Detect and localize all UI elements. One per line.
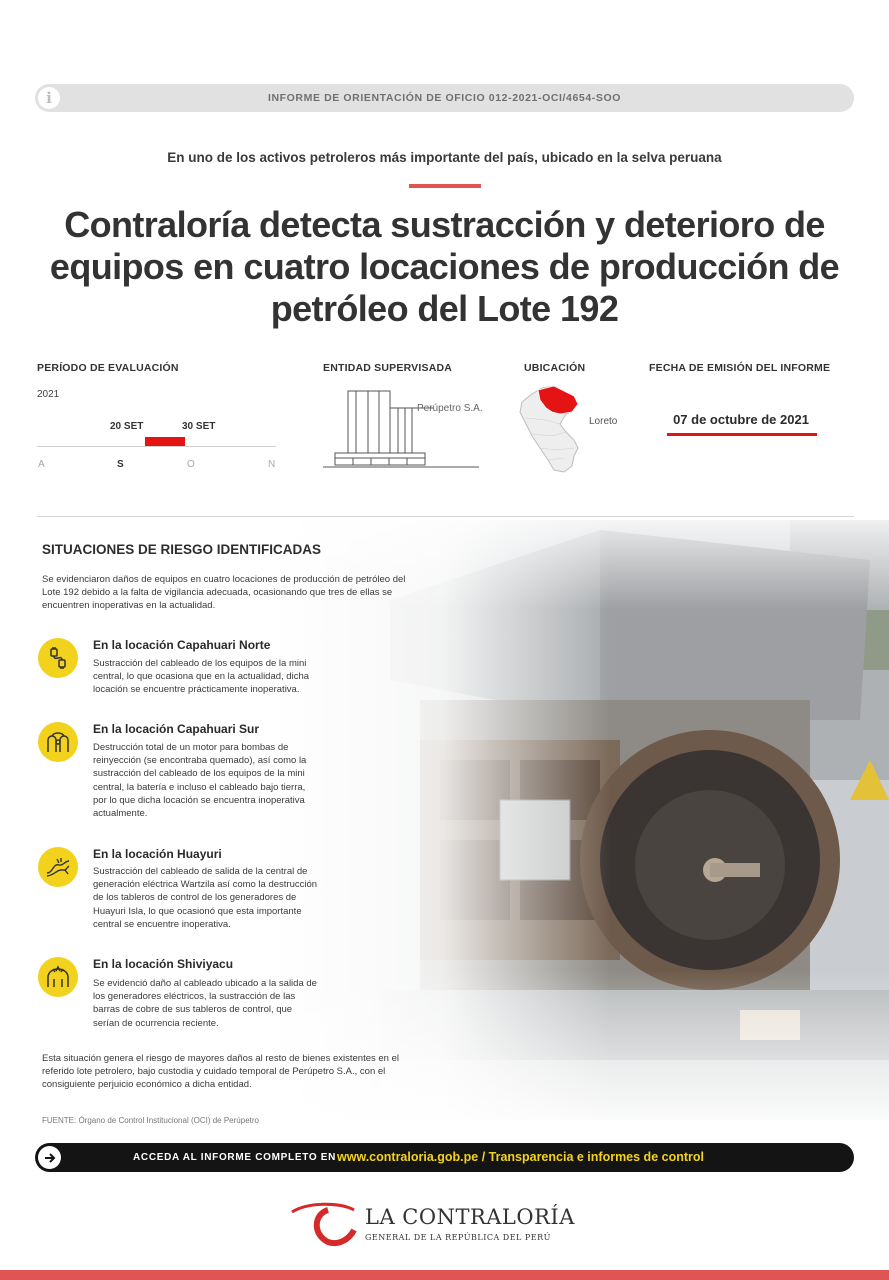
timeline-month: A [38,459,45,470]
entity-label: ENTIDAD SUPERVISADA [323,362,453,374]
report-code: INFORME DE ORIENTACIÓN DE OFICIO 012-2021-OCI/4654-SOO [267,92,622,104]
entity-name: Perúpetro S.A. [417,403,483,414]
closing-statement: Esta situación genera el riesgo de mayores daños al resto de bienes existentes en el referido lote petrolero, bajo custodia y cuidado temporal de Perúpetro S.A., con el consiguiente perjuicio económico a dicha entidad. [42,1053,399,1090]
info-icon: i [38,87,60,109]
timeline-month: N [268,459,276,470]
timeline-period-bar [145,437,185,446]
period-start: 20 SET [110,421,144,432]
risks-title: SITUACIONES DE RIESGO IDENTIFICADAS [42,542,322,557]
issue-date-label: FECHA DE EMISIÓN DEL INFORME [649,362,831,374]
peru-map-icon [516,384,590,476]
evaluation-year: 2021 [37,389,60,400]
period-end: 30 SET [182,421,216,432]
issue-date: 07 de octubre de 2021 [673,412,809,427]
generator-icon [38,957,78,997]
location-title: En la locación Huayuri [93,847,222,861]
location-description: Destrucción total de un motor para bombas de reinyección (se encontraba quemado), así como la sustracción del cableado de los equipos de la mini central, la batería e incluso el cableado bajo tierra, por lo que dicha locación se encuentra inoperativa actualmente. [93,742,307,820]
evaluation-period-label: PERÍODO DE EVALUACIÓN [37,362,179,374]
building-icon [323,383,479,471]
title-divider [409,184,481,188]
risks-intro: Se evidenciaron daños de equipos en cuatro locaciones de producción de petróleo del Lote 192 debido a la falta de vigilancia adecuada, ocasionando que tres de ellas se encuentren inoperativas en la actualidad. [42,574,406,611]
timeline-axis [37,446,276,447]
section-divider [37,516,854,517]
timeline-month: S [117,459,124,470]
arrow-right-icon[interactable] [38,1146,61,1169]
headline: Contraloría detecta sustracción y deterioro de equipos en cuatro locaciones de producción de petróleo del Lote 192 [49,204,840,329]
report-link[interactable]: www.contraloria.gob.pe / Transparencia e informes de control [337,1150,704,1164]
location-description: Sustracción del cableado de los equipos de la mini central, lo que ocasiona que en la actualidad, dicha locación se encuentre prácticamente inoperativa. [93,658,310,696]
location-title: En la locación Shiviyacu [93,957,234,971]
location-title: En la locación Capahuari Sur [93,722,260,736]
location-description: Se evidenció daño al cableado ubicado a la salida de los generadores eléctricos, la sustracción de las barras de cobre de sus tableros de control, que serían de ocurrencia reciente. [93,978,317,1029]
source-note: FUENTE: Órgano de Control Institucional (OCI) de Perúpetro [42,1116,259,1125]
timeline-month: O [187,459,195,470]
cable-icon [38,638,78,678]
bottom-stripe [0,1270,889,1280]
wires-icon [38,847,78,887]
issue-date-underline [667,433,817,436]
location-title: En la locación Capahuari Norte [93,638,271,652]
access-label: ACCEDA AL INFORME COMPLETO EN [133,1152,337,1163]
location-description: Sustracción del cableado de salida de la central de generación eléctrica Wartzila así como la destrucción de los tableros de control de los generadores de Huayuri Isla, lo que ocasionó que esta importante central se encuentre inoperativa. [93,866,318,930]
brand-subtitle: GENERAL DE LA REPÚBLICA DEL PERÚ [365,1233,551,1242]
contraloria-logo-icon [288,1200,360,1248]
location-label: UBICACIÓN [524,362,586,374]
subtitle: En uno de los activos petroleros más importante del país, ubicado en la selva peruana [167,150,722,165]
access-report-bar[interactable] [35,1143,854,1172]
motor-icon [38,722,78,762]
brand-name: LA CONTRALORÍA [365,1205,575,1229]
report-code-bar [35,84,854,112]
location-region: Loreto [589,416,618,427]
